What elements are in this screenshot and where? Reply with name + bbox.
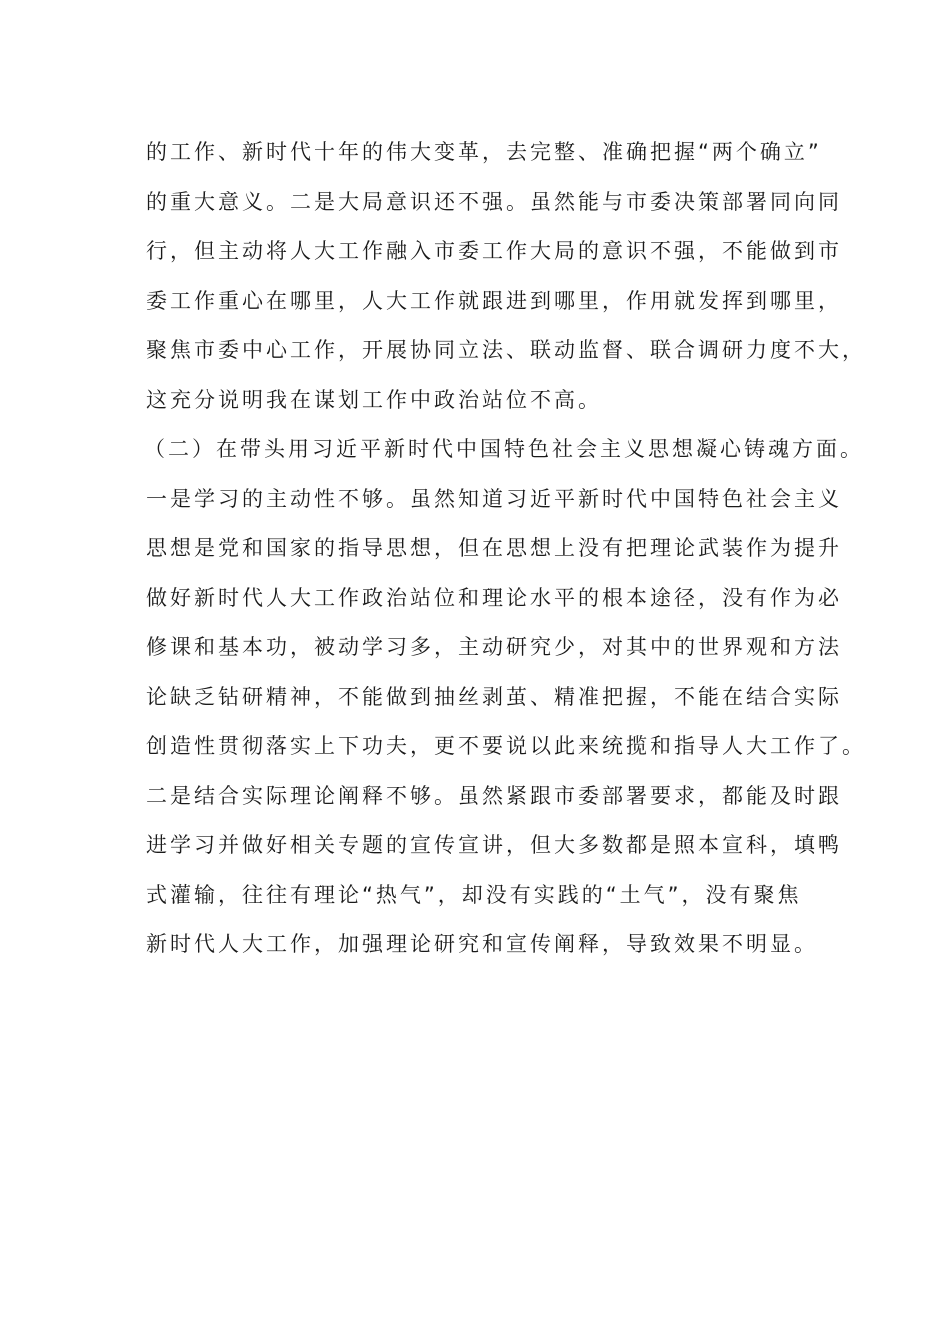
text-line: 委工作重心在哪里，人大工作就跟进到哪里，作用就发挥到哪里，	[146, 288, 842, 313]
text-line: 进学习并做好相关专题的宣传宣讲，但大多数都是照本宣科，填鸭	[146, 833, 842, 857]
text-line: 新时代人大工作，加强理论研究和宣传阐释，导致效果不明显。	[146, 932, 818, 956]
text-line: 创造性贯彻落实上下功夫，更不要说以此来统揽和指导人大工作了。	[146, 734, 866, 758]
body-text	[144, 128, 866, 970]
text-line: 行，但主动将人大工作融入市委工作大局的意识不强，不能做到市	[146, 239, 842, 263]
text-line: 这充分说明我在谋划工作中政治站位不高。	[146, 387, 602, 412]
text-line: 做好新时代人大工作政治站位和理论水平的根本途径，没有作为必	[146, 585, 842, 610]
text-line: 论缺乏钻研精神，不能做到抽丝剥茧、精准把握，不能在结合实际	[146, 684, 842, 709]
text-line: 的重大意义。二是大局意识还不强。虽然能与市委决策部署同向同	[146, 189, 842, 214]
text-line: 的工作、新时代十年的伟大变革，去完整、准确把握“两个确立”	[146, 140, 822, 164]
text-line: 二是结合实际理论阐释不够。虽然紧跟市委部署要求，都能及时跟	[146, 783, 842, 808]
section-heading: （二）在带头用习近平新时代中国特色社会主义思想凝心铸魂方面。	[144, 437, 864, 461]
text-line: 修课和基本功，被动学习多，主动研究少，对其中的世界观和方法	[146, 635, 842, 659]
text-line: 式灌输，往往有理论“热气”，却没有实践的“土气”，没有聚焦	[146, 882, 802, 907]
text-line: 一是学习的主动性不够。虽然知道习近平新时代中国特色社会主义	[146, 486, 842, 511]
text-line: 聚焦市委中心工作，开展协同立法、联动监督、联合调研力度不大，	[146, 338, 866, 362]
text-line: 思想是党和国家的指导思想，但在思想上没有把理论武装作为提升	[146, 536, 842, 560]
